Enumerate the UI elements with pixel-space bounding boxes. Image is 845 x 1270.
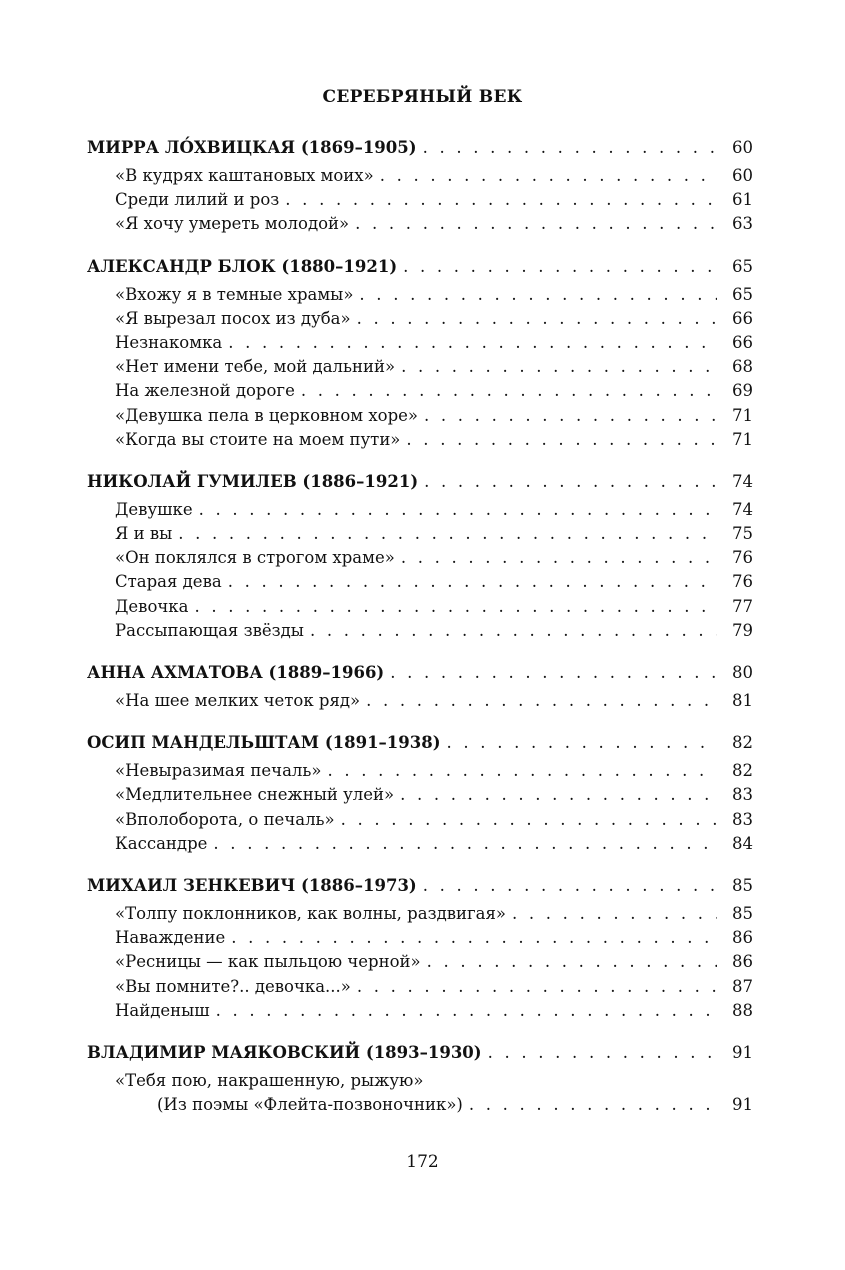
dot-leader [301, 379, 717, 403]
toc-author-entry[interactable] [87, 1039, 753, 1066]
poem-title: Девочка [115, 596, 189, 616]
dot-leader [327, 759, 717, 783]
page-title: СЕРЕБРЯНЫЙ ВЕК [322, 87, 523, 107]
toc-poem-entry[interactable] [87, 164, 753, 188]
poem-title: «В кудрях каштановых моих» [115, 166, 374, 185]
author-name: МИРРА ЛО́ХВИЦКАЯ (1869–1905) [87, 138, 417, 157]
poem-title: Найденыш [115, 1000, 210, 1020]
page-number: 60 [732, 138, 753, 157]
page-number: 65 [732, 256, 753, 276]
author-name: НИКОЛАЙ ГУМИЛЕВ (1886–1921) [87, 471, 419, 491]
dot-leader [423, 872, 717, 899]
toc-poem-entry[interactable] [87, 212, 753, 236]
toc-poem-entry[interactable] [87, 950, 753, 974]
toc-poem-entry[interactable] [87, 808, 753, 832]
toc-section-blok [87, 253, 753, 452]
poem-title: «Вхожу я в темные храмы» [115, 284, 354, 304]
toc-poem-entry[interactable] [87, 783, 753, 807]
dot-leader [357, 307, 717, 331]
dot-leader [406, 428, 717, 452]
page-number: 81 [732, 691, 753, 710]
toc-poem-entry[interactable] [87, 307, 753, 331]
author-name: ОСИП МАНДЕЛЬШТАМ (1891–1938) [87, 733, 441, 753]
page-number: 86 [732, 928, 753, 948]
page-number: 66 [732, 308, 753, 328]
poem-title: «Толпу поклонников, как волны, раздвигая» [115, 903, 507, 923]
toc-poem-entry-multiline[interactable] [87, 1069, 753, 1117]
poem-title: «Невыразимая печаль» [115, 761, 322, 781]
dot-leader [469, 1093, 717, 1117]
dot-leader [366, 689, 717, 713]
page-number: 65 [732, 284, 753, 304]
dot-leader [285, 188, 717, 212]
table-of-contents [87, 134, 753, 1117]
page-number: 60 [732, 166, 753, 185]
poem-title: «Он поклялся в строгом храме» [115, 548, 395, 568]
dot-leader [380, 164, 717, 188]
page-number: 80 [732, 663, 753, 682]
dot-leader [310, 619, 717, 643]
toc-poem-entry[interactable] [87, 759, 753, 783]
poem-title: «Медлительнее снежный улей» [115, 785, 395, 805]
page-number: 75 [732, 524, 753, 544]
toc-poem-entry[interactable] [87, 619, 753, 643]
page-number: 91 [732, 1042, 753, 1062]
dot-leader [216, 999, 717, 1023]
dot-leader [401, 546, 717, 570]
page-number: 77 [732, 596, 753, 616]
toc-poem-entry[interactable] [87, 689, 753, 713]
page-number: 84 [732, 833, 753, 853]
toc-poem-entry[interactable] [87, 404, 753, 428]
poem-title: «Я вырезал посох из дуба» [115, 308, 351, 328]
dot-leader [447, 729, 717, 756]
toc-author-entry[interactable] [87, 134, 753, 161]
dot-leader [401, 355, 717, 379]
page-number: 88 [732, 1000, 753, 1020]
poem-title: «Вполоборота, о печаль» [115, 809, 335, 829]
poem-title: Среди лилий и роз [115, 190, 280, 210]
page-number: 76 [732, 548, 753, 568]
poem-title: «На шее мелких четок ряд» [115, 691, 361, 710]
poem-title: Наваждение [115, 928, 226, 948]
page-folio: 172 [406, 1152, 439, 1172]
dot-leader [228, 570, 717, 594]
dot-leader [355, 212, 717, 236]
poem-title: Я и вы [115, 524, 173, 544]
toc-poem-entry[interactable] [87, 595, 753, 619]
toc-section-mandelshtam [87, 729, 753, 856]
dot-leader [228, 331, 717, 355]
toc-poem-entry[interactable] [87, 999, 753, 1023]
toc-poem-entry[interactable] [87, 355, 753, 379]
dot-leader [427, 950, 717, 974]
toc-poem-entry[interactable] [87, 546, 753, 570]
page-number: 61 [732, 190, 753, 210]
poem-title: Кассандре [115, 833, 208, 853]
dot-leader [512, 902, 717, 926]
page-number: 74 [732, 471, 753, 491]
dot-leader [341, 808, 717, 832]
page-number: 71 [732, 405, 753, 425]
dot-leader [359, 283, 717, 307]
toc-poem-entry[interactable] [87, 283, 753, 307]
poem-subtitle-line [115, 1093, 753, 1117]
poem-title: «Я хочу умереть молодой» [115, 214, 350, 234]
page-number: 69 [732, 381, 753, 401]
toc-author-entry[interactable] [87, 659, 753, 686]
author-name: АЛЕКСАНДР БЛОК (1880–1921) [87, 256, 398, 276]
dot-leader [390, 659, 717, 686]
dot-leader [199, 498, 717, 522]
dot-leader [424, 404, 717, 428]
dot-leader [423, 134, 717, 161]
poem-subtitle: (Из поэмы «Флейта-позвоночник») [157, 1095, 463, 1115]
toc-poem-entry[interactable] [87, 498, 753, 522]
dot-leader [231, 926, 717, 950]
page-number: 68 [732, 357, 753, 377]
dot-leader [194, 595, 717, 619]
toc-poem-entry[interactable] [87, 570, 753, 594]
poem-title: Рассыпающая звёзды [115, 620, 304, 640]
page-number: 82 [732, 761, 753, 781]
author-name: ВЛАДИМИР МАЯКОВСКИЙ (1893–1930) [87, 1042, 482, 1062]
page-number: 74 [732, 499, 753, 519]
page-number: 76 [732, 572, 753, 592]
dot-leader [178, 522, 717, 546]
page-number: 86 [732, 952, 753, 972]
dot-leader [213, 832, 717, 856]
toc-poem-entry[interactable] [87, 832, 753, 856]
poem-title: На железной дороге [115, 381, 295, 401]
toc-poem-entry[interactable] [87, 522, 753, 546]
page-number: 91 [732, 1095, 753, 1115]
dot-leader [357, 975, 717, 999]
dot-leader [400, 783, 717, 807]
page-number: 87 [732, 976, 753, 996]
poem-title: «Нет имени тебе, мой дальний» [115, 357, 396, 377]
dot-leader [403, 253, 717, 280]
toc-author-entry[interactable] [87, 253, 753, 280]
toc-poem-entry[interactable] [87, 331, 753, 355]
dot-leader [488, 1039, 717, 1066]
toc-poem-entry[interactable] [87, 188, 753, 212]
toc-poem-entry[interactable] [87, 379, 753, 403]
toc-author-entry[interactable] [87, 872, 753, 899]
page-number: 71 [732, 429, 753, 449]
toc-poem-entry[interactable] [87, 428, 753, 452]
poem-title: «Вы помните?.. девочка...» [115, 976, 351, 996]
toc-poem-entry[interactable] [87, 926, 753, 950]
poem-title: Незнакомка [115, 332, 223, 352]
toc-poem-entry[interactable] [87, 975, 753, 999]
toc-section-mayakovsky [87, 1039, 753, 1117]
poem-title: «Когда вы стоите на моем пути» [115, 429, 401, 449]
toc-section-lokhvitskaya [87, 134, 753, 237]
poem-title: «Ресницы — как пыльцою черной» [115, 952, 421, 972]
toc-section-akhmatova [87, 659, 753, 713]
page-number: 85 [732, 903, 753, 923]
page-number: 83 [732, 785, 753, 805]
page-number: 85 [732, 875, 753, 895]
toc-section-gumilev [87, 468, 753, 643]
toc-poem-entry[interactable] [87, 902, 753, 926]
toc-section-zenkevich [87, 872, 753, 1023]
page-number: 83 [732, 809, 753, 829]
dot-leader [424, 468, 717, 495]
toc-author-entry[interactable] [87, 729, 753, 756]
author-name: МИХАИЛ ЗЕНКЕВИЧ (1886–1973) [87, 875, 417, 895]
poem-title: «Тебя пою, накрашенную, рыжую» [115, 1070, 424, 1090]
author-name: АННА АХМАТОВА (1889–1966) [87, 663, 385, 682]
page-number: 63 [732, 214, 753, 234]
poem-title: «Девушка пела в церковном хоре» [115, 405, 419, 425]
poem-title: Старая дева [115, 572, 222, 592]
page-number: 79 [732, 620, 753, 640]
poem-title: Девушке [115, 499, 193, 519]
page-number: 82 [732, 733, 753, 753]
page-number: 66 [732, 332, 753, 352]
toc-author-entry[interactable] [87, 468, 753, 495]
